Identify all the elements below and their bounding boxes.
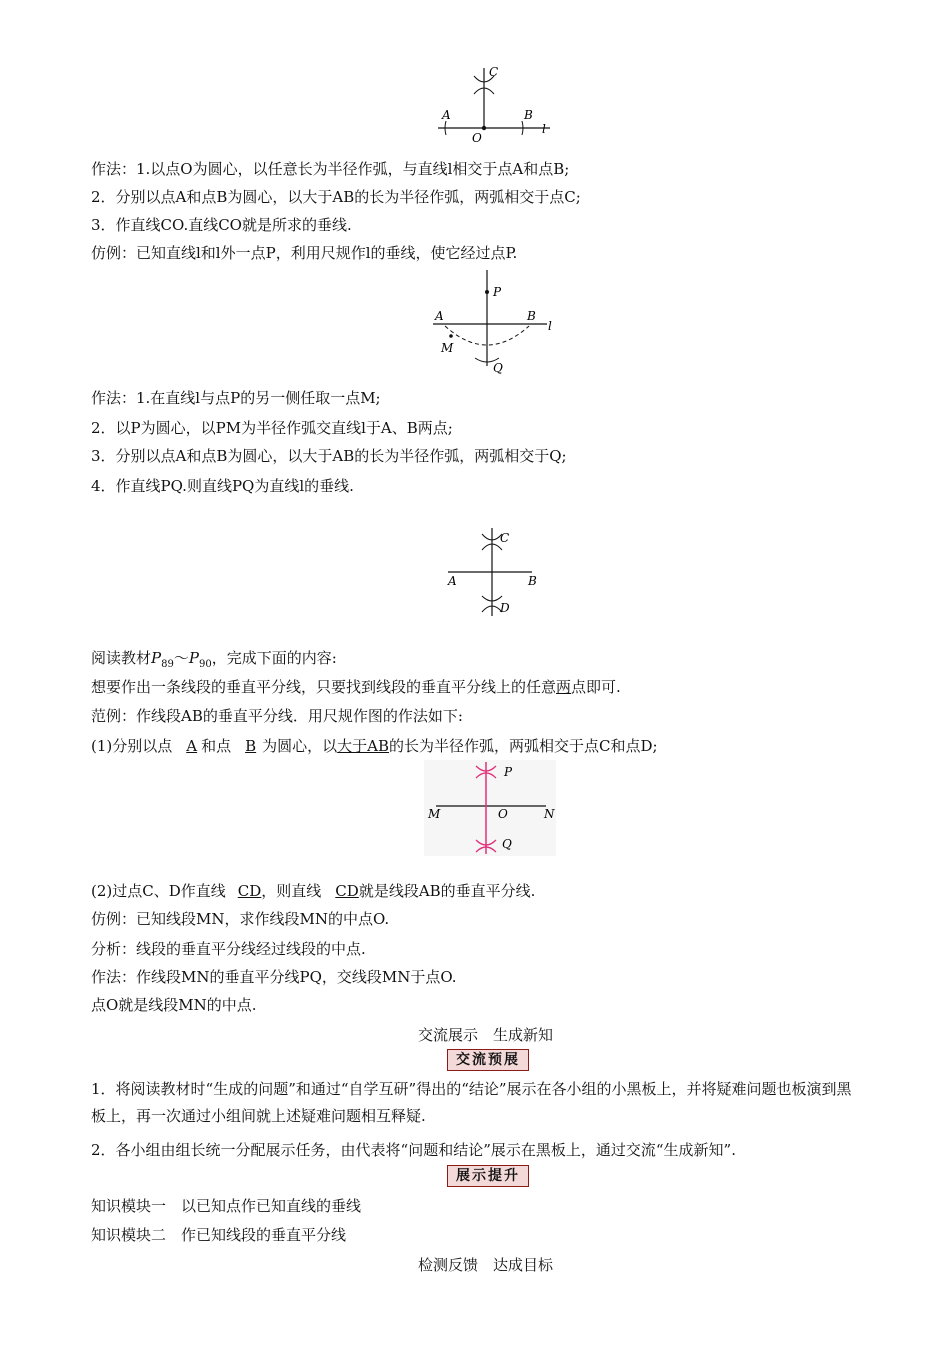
s3-goal: 想要作出一条线段的垂直平分线，只要找到线段的垂直平分线上的任意两点即可. — [91, 678, 621, 696]
label-q: Q — [502, 837, 512, 851]
label-m: M — [441, 341, 454, 355]
answer-blank: CD — [335, 882, 359, 900]
label-c: C — [489, 65, 499, 79]
s1-example: 仿例：已知直线l和l外一点P，利用尺规作l的垂线，使它经过点P. — [91, 244, 518, 262]
label-b: B — [528, 574, 537, 588]
label-n: N — [544, 807, 555, 821]
s3-read: 阅读教材$P_{89}\sim P_{90}$，完成下面的内容: — [91, 649, 337, 670]
s2-step1: 作法：1.在直线l与点P的另一侧任取一点M; — [91, 389, 381, 407]
answer-blank: 两 — [556, 678, 572, 696]
label-a: A — [435, 309, 444, 323]
s4-example: 仿例：已知线段MN，求作线段MN的中点O. — [91, 910, 390, 928]
label-a: A — [448, 574, 457, 588]
label-b: B — [527, 309, 536, 323]
s3-example: 范例：作线段AB的垂直平分线．用尺规作图的作法如下: — [91, 707, 463, 725]
figure-perpendicular-through-point-on-line — [430, 62, 560, 147]
figure-perpendicular-through-external-point — [425, 266, 565, 378]
answer-blank: CD — [237, 882, 262, 900]
figure-midpoint-mn — [424, 760, 556, 856]
s1-step1: 作法：1.以点O为圆心，以任意长为半径作弧，与直线l相交于点A和点B; — [91, 160, 570, 178]
label-c: C — [500, 531, 510, 545]
s2-step2: 2．以P为圆心，以PM为半径作弧交直线l于A、B两点; — [91, 419, 453, 437]
s1-step2: 2．分别以点A和点B为圆心，以大于AB的长为半径作弧，两弧相交于点C; — [91, 188, 581, 206]
label-o: O — [472, 131, 482, 145]
answer-blank: A — [186, 737, 198, 755]
s4-analysis: 分析：线段的垂直平分线经过线段的中点. — [91, 940, 366, 958]
label-q: Q — [493, 361, 503, 375]
s4-q2: (2)过点C、D作直线 CD，则直线 CD就是线段AB的垂直平分线. — [91, 882, 536, 900]
s1-step3: 3．作直线CO.直线CO就是所求的垂线. — [91, 216, 352, 234]
figure-perpendicular-bisector-ab — [440, 524, 550, 620]
label-p: P — [504, 765, 513, 779]
label-l: l — [542, 122, 546, 136]
s2-step3: 3．分别以点A和点B为圆心，以大于AB的长为半径作弧，两弧相交于Q; — [91, 447, 567, 465]
badge-exchange-preview: 交流预展 — [447, 1049, 529, 1071]
exchange-item1: 1．将阅读教材时“生成的问题”和通过“自学互研”得出的“结论”展示在各小组的小黑板上，并将疑难问题也板演到黑板上，再一次通过小组间就上述疑难问题相互释疑. — [91, 1080, 852, 1125]
knowledge-module-2: 知识模块二 作已知线段的垂直平分线 — [91, 1226, 347, 1244]
s4-method: 作法：作线段MN的垂直平分线PQ，交线段MN于点O. — [91, 968, 457, 986]
exchange-heading: 交流展示 生成新知 — [418, 1026, 554, 1044]
knowledge-module-1: 知识模块一 以已知点作已知直线的垂线 — [91, 1197, 362, 1215]
answer-blank: 大于AB — [337, 737, 390, 755]
label-o: O — [498, 807, 508, 821]
answer-blank: B — [245, 737, 257, 755]
s2-step4: 4．作直线PQ.则直线PQ为直线l的垂线. — [91, 477, 354, 495]
s4-conclusion: 点O就是线段MN的中点. — [91, 996, 257, 1014]
footer-heading: 检测反馈 达成目标 — [418, 1256, 554, 1274]
s3-q1: (1)分别以点 A 和点 B 为圆心，以大于AB的长为半径作弧，两弧相交于点C和点D; — [91, 737, 658, 755]
label-d: D — [500, 601, 510, 615]
label-p: P — [493, 285, 502, 299]
label-m: M — [428, 807, 441, 821]
label-l: l — [548, 319, 552, 333]
label-b: B — [524, 108, 533, 122]
label-a: A — [442, 108, 451, 122]
badge-display-improve: 展示提升 — [447, 1165, 529, 1187]
exchange-item2: 2．各小组由组长统一分配展示任务，由代表将“问题和结论”展示在黑板上，通过交流“生成新知”. — [91, 1141, 736, 1159]
